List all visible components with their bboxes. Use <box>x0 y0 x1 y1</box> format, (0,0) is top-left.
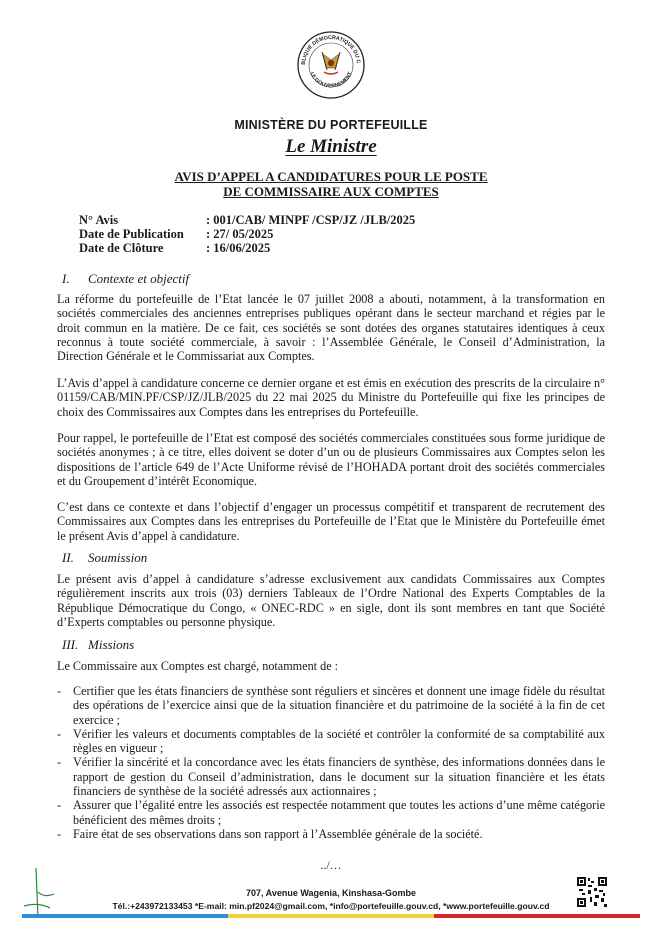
list-item: - Vérifier la sincérité et la concordance avec les états financiers de synthèse, des informations données dans le rapport de gestion du Conseil d’administration, dans le document sur la situation financière et les états financiers de synthèse de la société adressés aux actionnaires ; <box>57 755 605 799</box>
paragraph: La réforme du portefeuille de l’Etat lancée le 07 juillet 2008 a abouti, notamment, à la transformation en sociétés commerciales des anciennes entreprises publiques opérant dans le secteur marchand et régies par le droit commun en la matière. De ce fait, ces sociétés se sont dotées des organes statutaires identiques à ceux reconnus à toute société commerciale, à savoir : l’Assemblée Générale, le Conseil d’Administration, la Direction Générale et le Commissariat aux Comptes. <box>57 292 605 364</box>
meta-label: Date de Publication <box>79 227 184 242</box>
meta-value: : 001/CAB/ MINPF /CSP/JZ /JLB/2025 <box>206 213 416 227</box>
continuation-mark: ../… <box>320 858 342 872</box>
list-item-text: Certifier que les états financiers de synthèse sont réguliers et sincères et donnent une image fidèle du résultat des opérations de l’exercice ainsi que de la situation financière et du patrimoine de la société à la fin de cet exercice ; <box>73 684 605 727</box>
notice-title-line1: AVIS D’APPEL A CANDIDATURES POUR LE POSTE <box>174 169 488 184</box>
section-number: I. <box>62 271 70 286</box>
notice-title-line2: DE COMMISSAIRE AUX COMPTES <box>223 183 439 199</box>
section-title: Missions <box>88 637 135 652</box>
svg-text:RÉPUBLIQUE DÉMOCRATIQUE DU CON: BLIQUE DÉMOCRATIQUE DU C <box>300 34 361 66</box>
paragraph: Le Commissaire aux Comptes est chargé, notamment de : <box>57 659 339 673</box>
meta-label: Date de Clôture <box>79 241 164 256</box>
ministry-name: MINISTÈRE DU PORTEFEUILLE <box>234 118 428 132</box>
stripe-blue <box>22 914 228 918</box>
meta-value: : 16/06/2025 <box>206 241 271 256</box>
flag-stripe <box>22 914 640 918</box>
stripe-yellow <box>228 914 434 918</box>
list-item: - Vérifier les valeurs et documents comptables de la société et contrôler la conformité de sa comptabilité aux règles en vigueur ; <box>57 726 605 756</box>
paragraph: Le présent avis d’appel à candidature s’adresse exclusivement aux candidats Commissaires aux Comptes régulièrement inscrits aux trois (03) derniers Tableaux de l’Ordre National des Experts Comptables de la République Démocratique du Congo, « ONEC-RDC » en sigle, dont ils sont membres en tant que Société d’Experts comptables ou personne physique. <box>57 572 605 629</box>
list-item-text: Faire état de ses observations dans son rapport à l’Assemblée générale de la société. <box>73 826 483 841</box>
government-seal <box>296 30 366 100</box>
section-heading-context <box>62 271 189 286</box>
minister-heading: Le Ministre <box>285 136 377 157</box>
stripe-red <box>434 914 640 918</box>
list-item-text: Assurer que l’égalité entre les associés est respectée notamment que toutes les actions d’une même catégorie bénéficient des mêmes droits ; <box>73 798 605 827</box>
section-title: Contexte et objectif <box>88 271 190 286</box>
paragraph: L’Avis d’appel à candidature concerne ce dernier organe et est émis en exécution des prescrits de la circulaire n° 01159/CAB/MIN.PF/CSP/JZ/JLB/2025 du 22 mai 2025 du Ministre du Portefeuille qui fixe les principes de choix des Commissaires aux Comptes dans les entreprises du Portefeuille. <box>57 376 605 419</box>
notice-title <box>0 170 662 199</box>
list-item-text: Vérifier les valeurs et documents comptables de la société et contrôler la conformité de sa comptabilité aux règles en vigueur ; <box>73 726 605 756</box>
section-heading-submission <box>62 550 147 565</box>
meta-row <box>79 241 415 255</box>
paragraph: Pour rappel, le portefeuille de l’Etat est composé des sociétés commerciales constituées sous forme juridique de sociétés anonymes ; à ce titre, elles doivent se doter d’un ou de plusieurs Commissaires aux Comptes selon les dispositions de l’article 649 de l’Acte Uniforme révisé de l’HOHADA portant droit des sociétés commerciales et du Groupement d’intérêt Economique. <box>57 431 605 488</box>
list-item-text: Vérifier la sincérité et la concordance avec les états financiers de synthèse, des informations données dans le rapport de gestion du Conseil d’administration, dans le document sur la situation financière et les états financiers de synthèse de la société adressés aux actionnaires ; <box>73 755 605 799</box>
paragraph: C’est dans ce contexte et dans l’objectif d’engager un processus compétitif et transparent de recrutement des Commissaires aux Comptes dans les entreprises du Portefeuille de l’Etat que le Ministère du Portefeuille émet le présent Avis d’appel à candidature. <box>57 500 605 543</box>
section-number: III. <box>62 637 79 652</box>
meta-row <box>79 213 415 227</box>
meta-value: : 27/ 05/2025 <box>206 227 274 242</box>
section-number: II. <box>62 550 74 565</box>
meta-row <box>79 227 415 241</box>
missions-list <box>57 684 605 841</box>
notice-metadata <box>79 213 415 256</box>
list-item: - Faire état de ses observations dans son rapport à l’Assemblée générale de la société. <box>57 827 605 841</box>
list-item: - Assurer que l’égalité entre les associés est respectée notamment que toutes les actions d’une même catégorie bénéficient des mêmes droits ; <box>57 798 605 827</box>
svg-text:LE GOUVERNEMENT: LE GOUVERNEMENT <box>308 71 354 90</box>
list-item: - Certifier que les états financiers de synthèse sont réguliers et sincères et donnent une image fidèle du résultat des opérations de l’exercice ainsi que de la situation financière et du patrimoine de la société à la fin de cet exercice ; <box>57 684 605 727</box>
footer-contact: Tél.:+243972133453 *E-mail: min.pf2024@gmail.com, *info@portefeuille.gouv.cd, *www.portefeuille.gouv.cd <box>112 901 550 911</box>
section-title: Soumission <box>88 550 148 565</box>
section-heading-missions <box>62 637 134 652</box>
footer-address: 707, Avenue Wagenia, Kinshasa-Gombe <box>245 888 417 898</box>
meta-label: N° Avis <box>79 213 119 227</box>
